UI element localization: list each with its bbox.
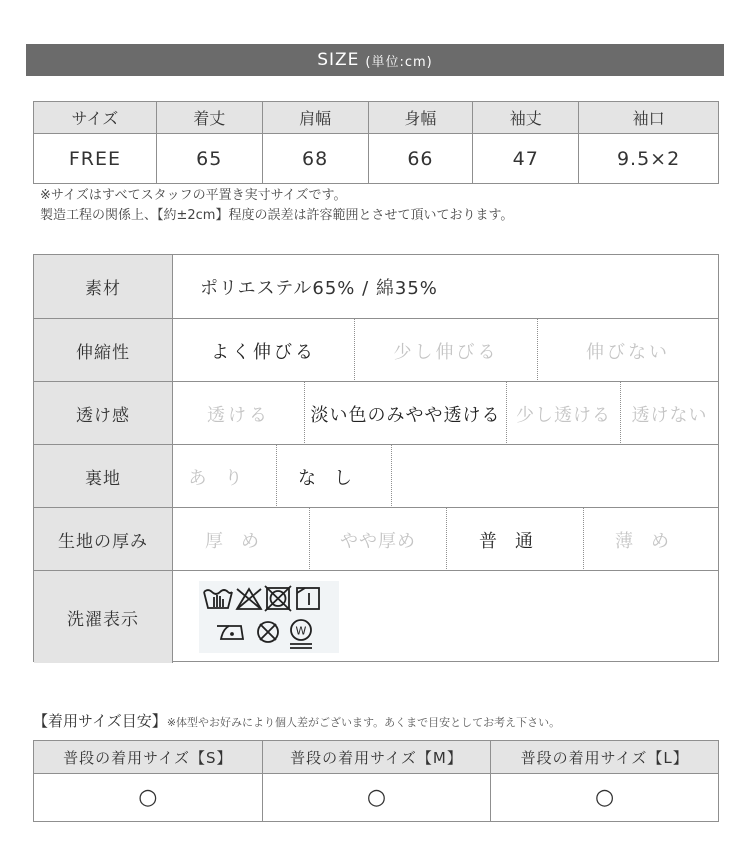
size-header-cell: 袖口 xyxy=(579,102,719,134)
size-header-cell: サイズ xyxy=(34,102,157,134)
size-header-cell: 身幅 xyxy=(368,102,473,134)
size-value-cell: 65 xyxy=(156,134,262,184)
stretch-option: 伸びない xyxy=(586,341,670,363)
sheerness-option: 淡い色のみやや透ける xyxy=(310,404,501,426)
stretch-row xyxy=(34,318,718,382)
size-header-cell: 着丈 xyxy=(156,102,262,134)
thickness-row xyxy=(34,507,718,571)
fit-guide-heading: 【着用サイズ目安】 xyxy=(33,712,167,730)
size-table-value-row xyxy=(34,134,719,184)
no-dry-clean-icon xyxy=(258,622,278,642)
fit-value-cell: ○ xyxy=(34,774,263,822)
no-bleach-icon xyxy=(237,589,261,609)
size-note-line: ※サイズはすべてスタッフの平置き実寸サイズです。 xyxy=(40,188,347,203)
sheerness-option: 透ける xyxy=(207,404,270,426)
care-symbols xyxy=(199,581,339,653)
no-tumble-dry-icon xyxy=(265,586,291,611)
iron-low-icon xyxy=(217,626,243,639)
care-label: 洗濯表示 xyxy=(34,571,173,663)
stretch-option: よく伸びる xyxy=(211,341,316,363)
thickness-option: 薄め xyxy=(615,530,687,552)
stretch-option: 少し伸びる xyxy=(393,341,499,363)
sheerness-option: 透けない xyxy=(631,404,708,426)
lining-row xyxy=(34,444,718,508)
stretch-label: 伸縮性 xyxy=(34,319,173,382)
lining-label: 裏地 xyxy=(34,445,173,508)
lining-option: なし xyxy=(298,467,370,489)
size-table xyxy=(33,101,719,184)
material-value: ポリエステル65% / 綿35% xyxy=(200,277,438,299)
fit-guide-note: ※体型やお好みにより個人差がございます。あくまで目安としてお考え下さい。 xyxy=(166,716,561,729)
material-row xyxy=(34,255,718,318)
size-value-cell: 68 xyxy=(262,134,368,184)
fit-guide-value-row xyxy=(34,774,719,822)
fit-guide-header-row xyxy=(34,741,719,774)
sheerness-row xyxy=(34,381,718,445)
size-notes xyxy=(40,186,513,226)
size-header-cell: 袖丈 xyxy=(473,102,579,134)
size-title: SIZE xyxy=(317,50,360,70)
size-header-cell: 肩幅 xyxy=(262,102,368,134)
fit-value-cell: ○ xyxy=(262,774,491,822)
material-label: 素材 xyxy=(34,255,173,318)
thickness-option: やや厚め xyxy=(340,530,416,552)
fit-header-cell: 普段の着用サイズ【S】 xyxy=(34,741,263,774)
fit-guide-table xyxy=(33,740,719,822)
size-value-cell: FREE xyxy=(34,134,157,184)
fit-value-cell: ○ xyxy=(491,774,719,822)
thickness-option: 普通 xyxy=(479,530,551,552)
size-banner xyxy=(26,44,724,76)
lining-option: あり xyxy=(188,467,261,489)
size-value-cell: 47 xyxy=(473,134,579,184)
thickness-label: 生地の厚み xyxy=(34,508,173,571)
svg-text:W: W xyxy=(295,624,307,638)
size-value-cell: 9.5×2 xyxy=(579,134,719,184)
sheerness-label: 透け感 xyxy=(34,382,173,445)
line-dry-icon xyxy=(297,588,319,609)
hand-wash-icon xyxy=(204,590,232,608)
size-note-line: 製造工程の関係上、【約±2cm】程度の誤差は許容範囲とさせて頂いております。 xyxy=(40,208,514,223)
attributes-table xyxy=(33,254,719,662)
size-unit: (単位:cm) xyxy=(365,54,433,70)
fit-header-cell: 普段の着用サイズ【M】 xyxy=(262,741,491,774)
sheerness-option: 少し透ける xyxy=(516,404,611,426)
thickness-option: 厚め xyxy=(205,530,277,552)
fit-header-cell: 普段の着用サイズ【L】 xyxy=(491,741,719,774)
size-table-header-row xyxy=(34,102,719,134)
option-divider xyxy=(391,445,392,508)
fit-guide-title xyxy=(33,710,560,731)
size-value-cell: 66 xyxy=(368,134,473,184)
care-row xyxy=(34,570,718,663)
wet-clean-icon xyxy=(290,620,312,648)
